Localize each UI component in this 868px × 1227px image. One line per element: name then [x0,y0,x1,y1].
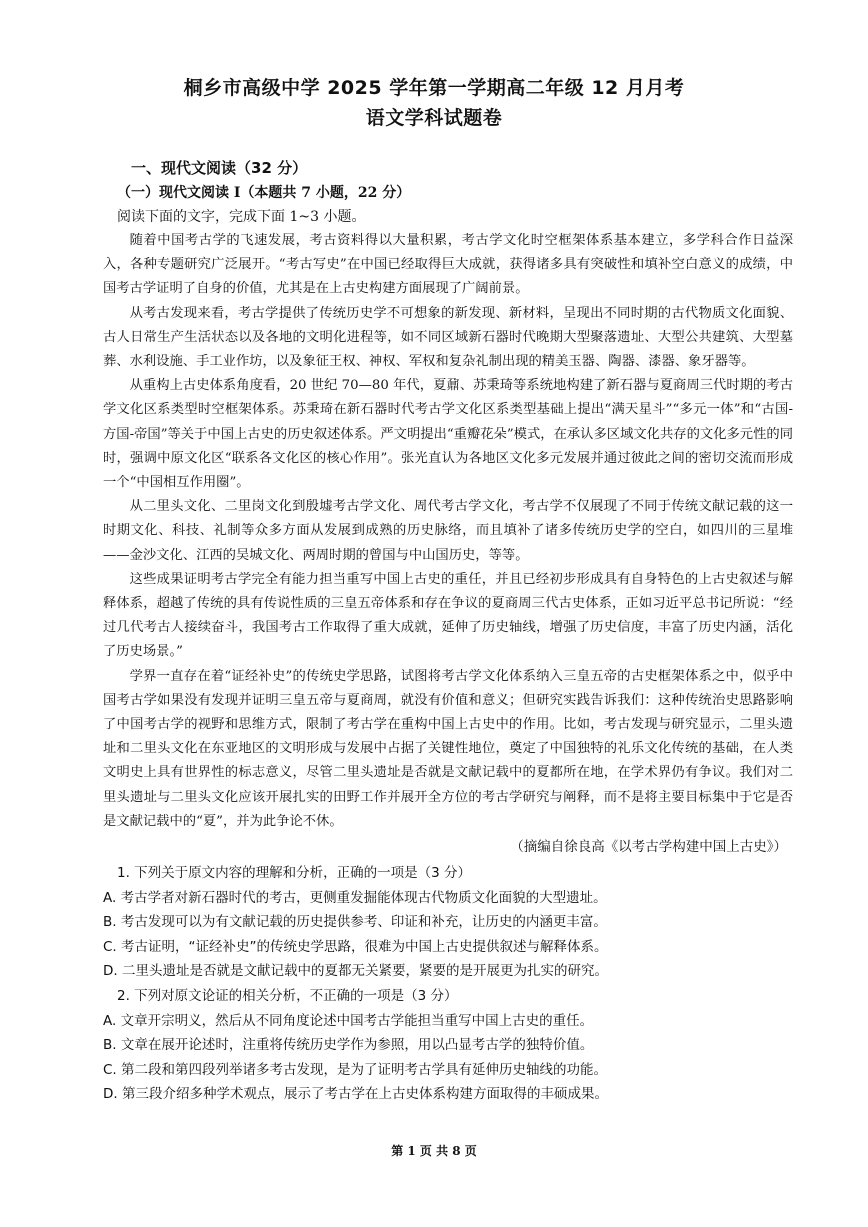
passage-paragraph: 随着中国考古学的飞速发展，考古资料得以大量积累，考古学文化时空框架体系基本建立，多学科合作日益深入，各种专题研究广泛展开。“考古写史”在中国已经取得巨大成就，获得诸多具有突破性和填补空白意义的成绩，中国考古学证明了自身的价值，尤其是在上古史构建方面展现了广阔前景。 [103,233,793,297]
question-option: C. 考古证明，“证经补史”的传统史学思路，很难为中国上古史提供叙述与解释体系。 [103,938,608,955]
subsection-heading: （一）现代文阅读 I（本题共 7 小题，22 分） [117,185,411,201]
question-option: D. 二里头遗址是否就是文献记载中的夏都无关紧要，紧要的是开展更为扎实的研究。 [103,963,608,980]
question-option: D. 第三段介绍多种学术观点，展示了考古学在上古史体系构建方面取得的丰硕成果。 [103,1086,608,1103]
passage-paragraph: 学界一直存在着“证经补史”的传统史学思路，试图将考古学文化体系纳入三皇五帝的古史框架体系之中，似乎中国考古学如果没有发现并证明三皇五帝与夏商周，就没有价值和意义；但研究实践告诉我们：这种传统治史思路影响了中国考古学的视野和思维方式，限制了考古学在重构中国上古史中的作用。比如，考古发现与研究显示，二里头遗址和二里头文化在东亚地区的文明形成与发展中占据了关键性地位，奠定了中国独特的礼乐文化传统的基础，在人类文明史上具有世界性的标志意义，尽管二里头遗址是否就是文献记载中的夏都所在地，在学术界仍有争议。我们对二里头遗址与二里头文化应该开展扎实的田野工作并展开全方位的考古学研究与阐释，而不是将主要目标集中于它是否是文献记载中的“夏”，并为此争论不休。 [103,668,793,829]
question-option: A. 文章开宗明义，然后从不同角度论述中国考古学能担当重写中国上古史的重任。 [103,1012,594,1029]
page-number: 第 1 页 共 8 页 [391,1144,477,1158]
passage-paragraph: 从重构上古史体系角度看，20 世纪 70—80 年代，夏鼐、苏秉琦等系统地构建了新石器与夏商周三代时期的考古学文化区系类型时空框架体系。苏秉琦在新石器时代考古学文化区系类型基础上提出“满天星斗”“多元一体”和“古国-方国-帝国”等关于中国上古史的历史叙述体系。严文明提出“重瓣花朵”模式，在承认多区域文化共存的文化多元性的同时，强调中原文化区“联系各文化区的核心作用”。张光直认为各地区文化多元发展并通过彼此之间的密切交流而形成一个“中国相互作用圈”。 [103,378,793,491]
passage-paragraph: 从二里头文化、二里岗文化到殷墟考古学文化、周代考古学文化，考古学不仅展现了不同于传统文献记载的这一时期文化、科技、礼制等众多方面从发展到成熟的历史脉络，而且填补了诸多传统历史学的空白，如四川的三星堆——金沙文化、江西的吴城文化、两周时期的曾国与中山国历史，等等。 [103,499,793,563]
reading-instruction: 阅读下面的文字，完成下面 1~3 小题。 [117,209,366,225]
exam-content [103,155,793,1107]
question-option: C. 第二段和第四段列举诸多考古发现，是为了证明考古学具有延伸历史轴线的功能。 [103,1061,608,1078]
exam-subtitle: 语文学科试题卷 [365,107,503,129]
question-option: B. 文章在展开论述时，注重将传统历史学作为参照，用以凸显考古学的独特价值。 [103,1037,594,1054]
exam-title: 桐乡市高级中学 2025 学年第一学期高二年级 12 月月考 [183,77,685,99]
question-option: A. 考古学者对新石器时代的考古，更侧重发掘能体现古代物质文化面貌的大型遗址。 [103,889,607,906]
passage-source: （摘编自徐良高《以考古学构建中国上古史》） [510,839,787,856]
question-option: B. 考古发现可以为有文献记载的历史提供参考、印证和补充，让历史的内涵更丰富。 [103,914,607,931]
question-stem: 1. 下列关于原文内容的理解和分析，正确的一项是（3 分） [117,865,472,882]
passage-paragraph: 这些成果证明考古学完全有能力担当重写中国上古史的重任，并且已经初步形成具有自身特色的上古史叙述与解释体系，超越了传统的具有传说性质的三皇五帝体系和存在争议的夏商周三代古史体系，正如习近平总书记所说：“经过几代考古人接续奋斗，我国考古工作取得了重大成就，延伸了历史轴线，增强了历史信度，丰富了历史内涵，活化了历史场景。” [103,571,793,660]
question-stem: 2. 下列对原文论证的相关分析，不正确的一项是（3 分） [117,988,458,1005]
section-heading: 一、现代文阅读（32 分） [131,159,308,177]
passage-paragraph: 从考古发现来看，考古学提供了传统历史学不可想象的新发现、新材料，呈现出不同时期的古代物质文化面貌、古人日常生产生活状态以及各地的文明化进程等，如不同区域新石器时代晚期大型聚落遗址、大型公共建筑、大型墓葬、水利设施、手工业作坊，以及象征王权、神权、军权和复杂礼制出现的精美玉器、陶器、漆器、象牙器等。 [103,305,793,370]
